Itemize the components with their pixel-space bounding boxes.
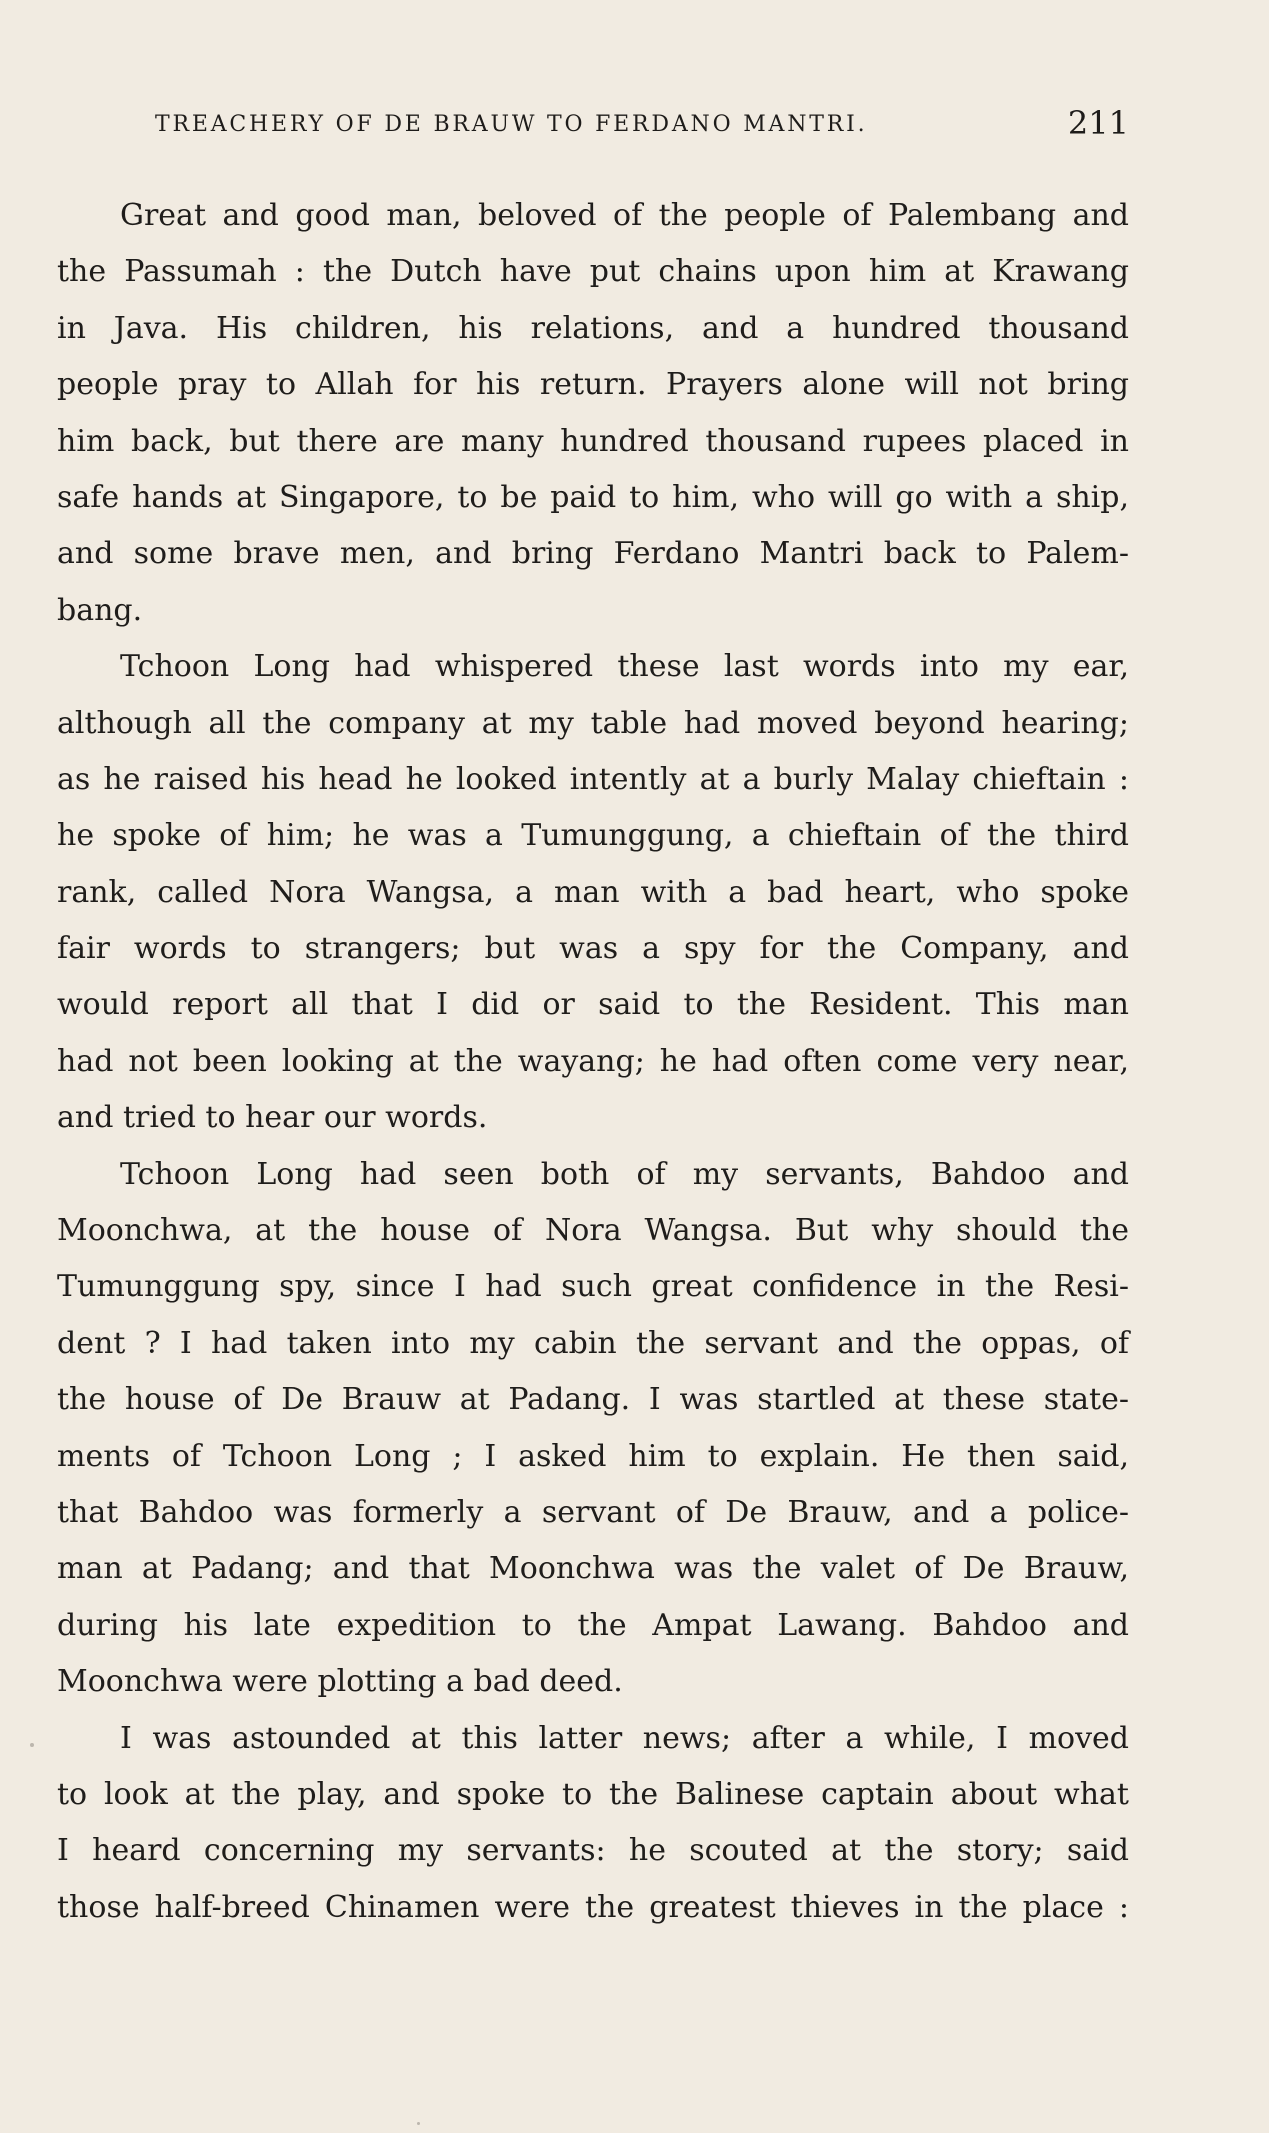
text-line: he spoke of him; he was a Tumunggung, a chieftain of the third bbox=[57, 818, 1129, 854]
text-line: to look at the play, and spoke to the Balinese captain about what bbox=[57, 1776, 1129, 1812]
text-line: Moonchwa were plotting a bad deed. bbox=[57, 1664, 623, 1700]
text-line: the Passumah : the Dutch have put chains upon him at Krawang bbox=[57, 254, 1129, 290]
text-line: during his late expedition to the Ampat Lawang. Bahdoo and bbox=[57, 1607, 1129, 1643]
page-header bbox=[57, 104, 1129, 148]
text-line: people pray to Allah for his return. Prayers alone will not bring bbox=[57, 367, 1129, 403]
page-number: 211 bbox=[1067, 104, 1129, 142]
text-line: and some brave men, and bring Ferdano Mantri back to Palem- bbox=[57, 536, 1129, 572]
text-line: although all the company at my table had moved beyond hearing; bbox=[57, 705, 1129, 741]
text-line: in Java. His children, his relations, and a hundred thousand bbox=[57, 310, 1129, 346]
text-line: as he raised his head he looked intently at a burly Malay chieftain : bbox=[57, 761, 1129, 797]
text-line: ments of Tchoon Long ; I asked him to explain. He then said, bbox=[57, 1438, 1129, 1474]
text-line: and tried to hear our words. bbox=[57, 1100, 488, 1136]
text-line: him back, but there are many hundred thousand rupees placed in bbox=[57, 423, 1129, 459]
text-line: I was astounded at this latter news; after a while, I moved bbox=[120, 1720, 1129, 1756]
text-line: that Bahdoo was formerly a servant of De Brauw, and a police- bbox=[57, 1494, 1129, 1530]
text-line: dent ? I had taken into my cabin the servant and the oppas, of bbox=[57, 1325, 1129, 1361]
paper-speck bbox=[30, 1743, 34, 1747]
text-line: Tchoon Long had seen both of my servants, Bahdoo and bbox=[120, 1156, 1129, 1192]
text-line: fair words to strangers; but was a spy for the Company, and bbox=[57, 931, 1129, 967]
text-line: bang. bbox=[57, 592, 143, 628]
text-line: would report all that I did or said to the Resident. This man bbox=[57, 987, 1129, 1023]
text-line: Moonchwa, at the house of Nora Wangsa. But why should the bbox=[57, 1213, 1129, 1249]
text-line: safe hands at Singapore, to be paid to him, who will go with a ship, bbox=[57, 479, 1129, 515]
text-line: rank, called Nora Wangsa, a man with a bad heart, who spoke bbox=[57, 874, 1129, 910]
text-line: Great and good man, beloved of the people of Palembang and bbox=[120, 198, 1129, 233]
text-line: the house of De Brauw at Padang. I was startled at these state- bbox=[57, 1382, 1129, 1418]
text-line: those half-breed Chinamen were the greatest thieves in the place : bbox=[57, 1889, 1129, 1925]
text-line: had not been looking at the wayang; he had often come very near, bbox=[57, 1043, 1129, 1079]
running-title: TREACHERY OF DE BRAUW TO FERDANO MANTRI. bbox=[155, 112, 868, 137]
body-text bbox=[57, 188, 1129, 1936]
text-line: Tchoon Long had whispered these last words into my ear, bbox=[120, 649, 1129, 685]
paper-speck bbox=[417, 2122, 420, 2125]
text-line: man at Padang; and that Moonchwa was the valet of De Brauw, bbox=[57, 1551, 1129, 1587]
text-line: I heard concerning my servants: he scouted at the story; said bbox=[57, 1833, 1129, 1869]
text-line: Tumunggung spy, since I had such great confidence in the Resi- bbox=[57, 1269, 1129, 1305]
